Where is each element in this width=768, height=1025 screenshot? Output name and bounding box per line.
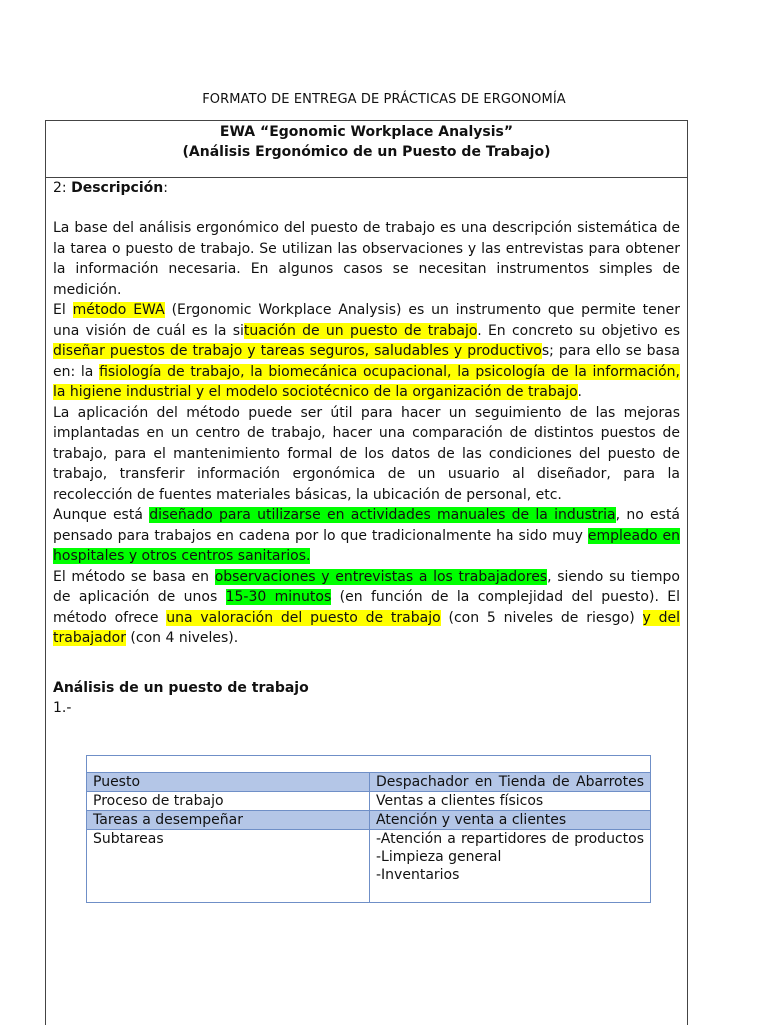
table-cell-value: Despachador en Tienda de Abarrotes xyxy=(370,773,651,792)
job-table xyxy=(86,755,651,903)
table-row xyxy=(87,792,651,811)
table-cell-value: Atención y venta a clientes xyxy=(370,811,651,830)
highlight: y del trabajador xyxy=(53,609,680,646)
highlight: diseñar puestos de trabajo y tareas seguros, saludables y productivo xyxy=(53,343,542,359)
form-frame xyxy=(45,120,688,1025)
highlight: diseñado para utilizarse en actividades manuales de la industria xyxy=(149,507,616,523)
table-row xyxy=(87,830,651,903)
highlight: una valoración del puesto de trabajo xyxy=(166,609,441,626)
analysis-number: 1.- xyxy=(53,700,72,716)
highlight: método EWA xyxy=(72,302,165,318)
table-cell-label: Subtareas xyxy=(87,830,370,903)
section-suffix: : xyxy=(163,180,168,196)
table-cell-value: Ventas a clientes físicos xyxy=(370,792,651,811)
analysis-title: Análisis de un puesto de trabajo xyxy=(53,679,309,696)
table-cell-value xyxy=(370,830,651,903)
highlight: observaciones y entrevistas a los trabajadores xyxy=(214,568,548,585)
table-cell-label: Proceso de trabajo xyxy=(87,792,370,811)
table-row xyxy=(87,811,651,830)
highlight: empleado en hospitales y otros centros sanitarios. xyxy=(53,527,680,564)
paragraph-intro: La base del análisis ergonómico del puesto de trabajo es una descripción sistemática de la tarea o puesto de trabajo. Se utilizan las observaciones y las entrevistas para obtener la información necesaria. En algunos casos se necesitan instrumentos simples de medición. xyxy=(53,220,680,298)
subtask-item: -Limpieza general xyxy=(376,849,502,865)
section-label: Descripción xyxy=(71,180,164,196)
highlight: fisiología de trabajo, la biomecánica ocupacional, la psicología de la información, la higiene industrial y el modelo sociotécnico de la organización de trabajo xyxy=(53,363,680,400)
paragraph-application: La aplicación del método puede ser útil para hacer un seguimiento de las mejoras implantadas en un centro de trabajo, hacer una comparación de distintos puestos de trabajo, para el mantenimiento formal de los datos de las condiciones del puesto de trabajo, transferir información ergonómica de un usuario al diseñador, para la recolección de fuentes materiales básicas, la ubicación de personal, etc. xyxy=(53,404,680,503)
paragraph-ewa: El método EWA (Ergonomic Workplace Analysis) es un instrumento que permite tener una visión de cuál es la situación de un puesto de trabajo. En concreto su objetivo es diseñar puestos de trabajo y tareas seguros, saludables y productivos; para ello se basa en: la fisiología de trabajo, la biomecánica ocupacional, la psicología de la información, la higiene industrial y el modelo sociotécnico de la organización de trabajo. xyxy=(53,302,680,400)
form-body xyxy=(46,178,687,719)
header-subtitle: (Análisis Ergonómico de un Puesto de Trabajo) xyxy=(182,144,551,160)
section-heading xyxy=(53,178,680,198)
highlight: tuación de un puesto de trabajo xyxy=(243,322,478,339)
paragraph-usage: Aunque está diseñado para utilizarse en actividades manuales de la industria, no está pensado para trabajos en cadena por lo que tradicionalmente ha sido muy empleado en hospitales y otros centros sanitarios. xyxy=(53,507,681,564)
subtask-item: -Atención a repartidores de productos xyxy=(376,831,644,847)
table-row xyxy=(87,773,651,792)
table-cell-label: Puesto xyxy=(87,773,370,792)
section-number: 2: xyxy=(53,180,67,196)
paragraph-method: El método se basa en observaciones y entrevistas a los trabajadores, siendo su tiempo de aplicación de unos 15-30 minutos (en función de la complejidad del puesto). El método ofrece una valoración del puesto de trabajo (con 5 niveles de riesgo) y del trabajador (con 4 niveles). xyxy=(53,568,681,646)
header-title: EWA “Egonomic Workplace Analysis” xyxy=(219,124,514,140)
table-row xyxy=(87,756,651,773)
subtask-item: -Inventarios xyxy=(376,867,460,883)
document-title: FORMATO DE ENTREGA DE PRÁCTICAS DE ERGONOMÍA xyxy=(202,92,566,107)
highlight: 15-30 minutos xyxy=(225,589,332,605)
table-cell-label: Tareas a desempeñar xyxy=(87,811,370,830)
form-header xyxy=(46,121,687,178)
